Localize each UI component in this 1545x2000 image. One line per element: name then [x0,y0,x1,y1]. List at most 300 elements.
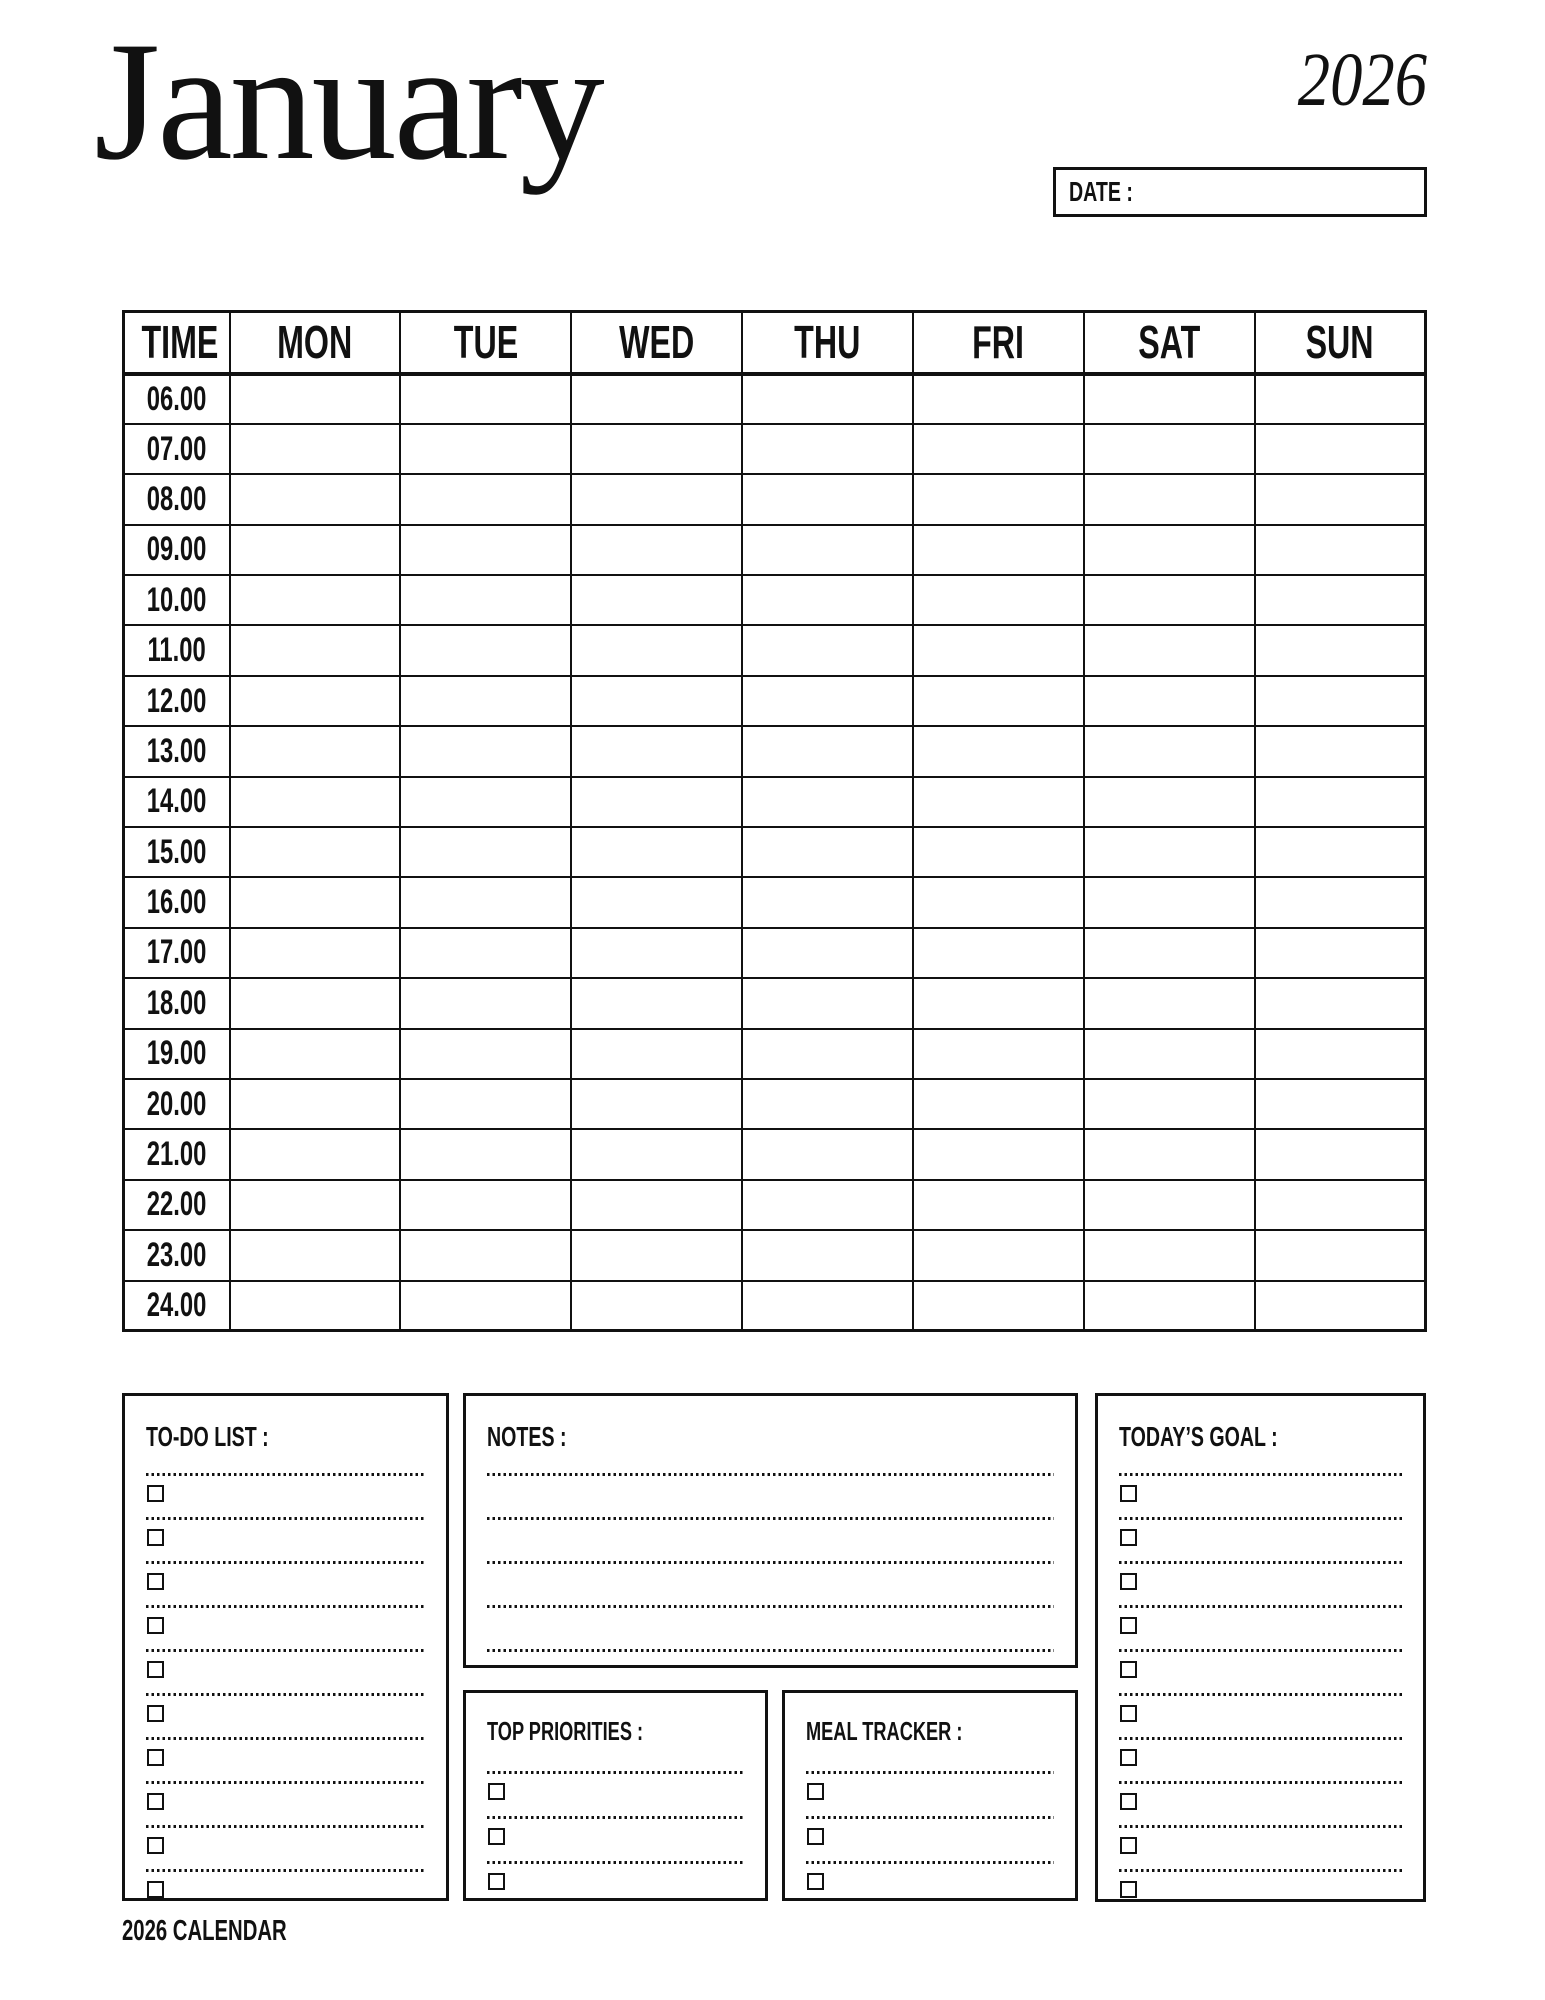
checklist-item [146,1649,425,1678]
checklist-item [1119,1649,1402,1678]
schedule-cell[interactable] [913,575,1084,625]
schedule-cell[interactable] [571,877,742,927]
schedule-cell[interactable] [571,575,742,625]
schedule-cell[interactable] [1255,525,1426,575]
schedule-cell[interactable] [1084,726,1255,776]
schedule-cell[interactable] [1255,575,1426,625]
date-field[interactable] [1053,167,1427,217]
schedule-cell[interactable] [400,777,571,827]
schedule-cell[interactable] [913,1029,1084,1079]
schedule-cell[interactable] [1084,625,1255,675]
schedule-cell[interactable] [742,1079,913,1129]
top-priorities-title-row [487,1715,744,1752]
column-header-wed [571,312,742,374]
schedule-cell[interactable] [742,1029,913,1079]
dotted-line [1119,1649,1402,1652]
schedule-cell[interactable] [230,1281,401,1331]
checkbox[interactable] [1120,1617,1137,1634]
checkbox[interactable] [488,1783,505,1800]
schedule-row [124,877,1426,927]
schedule-cell[interactable] [742,525,913,575]
schedule-cell[interactable] [1084,777,1255,827]
schedule-cell[interactable] [1255,877,1426,927]
time-cell [124,978,230,1028]
checkbox[interactable] [807,1828,824,1845]
schedule-cell[interactable] [400,1029,571,1079]
meal-tracker-items [806,1771,1054,1890]
schedule-row [124,474,1426,524]
schedule-cell[interactable] [230,726,401,776]
checkbox[interactable] [1120,1837,1137,1854]
column-header-label: TUE [453,316,518,369]
schedule-cell[interactable] [913,474,1084,524]
time-label: 22.00 [146,1185,207,1224]
checklist-item [487,1816,744,1845]
checkbox[interactable] [1120,1881,1137,1898]
schedule-cell[interactable] [400,374,571,424]
checkbox[interactable] [1120,1793,1137,1810]
schedule-cell[interactable] [742,978,913,1028]
dotted-line [1119,1825,1402,1828]
schedule-cell[interactable] [1084,374,1255,424]
dotted-line [1119,1869,1402,1872]
schedule-row [124,575,1426,625]
page-title: January [94,7,602,195]
checklist-item [146,1561,425,1590]
schedule-cell[interactable] [400,928,571,978]
notes-title: NOTES : [487,1421,567,1452]
schedule-cell[interactable] [571,1129,742,1179]
schedule-cell[interactable] [230,1180,401,1230]
schedule-cell[interactable] [913,726,1084,776]
schedule-cell[interactable] [571,726,742,776]
time-label: 09.00 [146,530,207,569]
meal-tracker-title-row [806,1715,1054,1752]
checklist-item [146,1781,425,1810]
schedule-cell[interactable] [742,374,913,424]
dotted-line [1119,1517,1402,1520]
schedule-cell[interactable] [913,676,1084,726]
schedule-cell[interactable] [913,1230,1084,1280]
schedule-cell[interactable] [230,827,401,877]
time-label: 15.00 [146,832,207,871]
checkbox[interactable] [147,1837,164,1854]
column-header-thu [742,312,913,374]
column-header-label: THU [794,316,861,369]
schedule-cell[interactable] [230,777,401,827]
schedule-cell[interactable] [913,625,1084,675]
checkbox[interactable] [807,1783,824,1800]
note-line[interactable] [487,1649,1054,1652]
dotted-line [487,1771,744,1774]
todays-goal-title: TODAY’S GOAL : [1119,1421,1278,1452]
dotted-line [146,1737,425,1740]
schedule-cell[interactable] [1084,1029,1255,1079]
checkbox[interactable] [807,1873,824,1890]
schedule-cell[interactable] [1084,928,1255,978]
schedule-cell[interactable] [742,625,913,675]
dotted-line [146,1649,425,1652]
schedule-row [124,827,1426,877]
footer-label [122,1914,357,1948]
dotted-line [146,1693,425,1696]
schedule-cell[interactable] [230,424,401,474]
schedule-cell[interactable] [1255,676,1426,726]
time-label: 06.00 [146,379,207,418]
schedule-cell[interactable] [913,1129,1084,1179]
schedule-cell[interactable] [400,1129,571,1179]
checklist-item [487,1861,744,1890]
schedule-cell[interactable] [742,777,913,827]
schedule-cell[interactable] [1084,424,1255,474]
schedule-cell[interactable] [913,877,1084,927]
checkbox[interactable] [147,1749,164,1766]
schedule-cell[interactable] [400,1180,571,1230]
checklist-item [1119,1781,1402,1810]
time-cell [124,1029,230,1079]
schedule-cell[interactable] [230,978,401,1028]
schedule-cell[interactable] [913,978,1084,1028]
time-cell [124,424,230,474]
time-cell [124,525,230,575]
todays-goal-items [1119,1473,1402,1898]
checkbox[interactable] [488,1828,505,1845]
dotted-line [146,1869,425,1872]
schedule-cell[interactable] [230,474,401,524]
todo-items [146,1473,425,1898]
schedule-cell[interactable] [742,827,913,877]
schedule-cell[interactable] [913,374,1084,424]
checkbox[interactable] [147,1617,164,1634]
year-label: 2026 [1297,38,1427,122]
time-label: 14.00 [146,782,207,821]
checklist-item [1119,1605,1402,1634]
todays-goal-box [1095,1393,1426,1902]
schedule-cell[interactable] [1255,1029,1426,1079]
schedule-cell[interactable] [230,1230,401,1280]
meal-tracker-box [782,1690,1078,1901]
schedule-cell[interactable] [742,1180,913,1230]
time-cell [124,575,230,625]
schedule-cell[interactable] [913,525,1084,575]
schedule-cell[interactable] [913,1180,1084,1230]
column-header-tue [400,312,571,374]
note-line[interactable] [487,1517,1054,1520]
column-header-label: MON [277,316,353,369]
schedule-cell[interactable] [742,726,913,776]
schedule-cell[interactable] [1255,777,1426,827]
dotted-line [146,1561,425,1564]
checklist-item [1119,1693,1402,1722]
schedule-cell[interactable] [1255,827,1426,877]
schedule-cell[interactable] [1255,978,1426,1028]
time-cell [124,726,230,776]
column-header-fri [913,312,1084,374]
column-header-label: SUN [1305,316,1374,369]
column-header-sun [1255,312,1426,374]
schedule-cell[interactable] [913,827,1084,877]
time-label: 16.00 [146,883,207,922]
schedule-cell[interactable] [742,424,913,474]
schedule-cell[interactable] [913,928,1084,978]
schedule-cell[interactable] [400,625,571,675]
schedule-cell[interactable] [742,1129,913,1179]
schedule-cell[interactable] [400,726,571,776]
schedule-cell[interactable] [400,525,571,575]
dotted-line [1119,1781,1402,1784]
schedule-cell[interactable] [571,1029,742,1079]
schedule-cell[interactable] [1255,1129,1426,1179]
schedule-table [122,310,1427,1332]
schedule-cell[interactable] [1084,474,1255,524]
schedule-cell[interactable] [913,1079,1084,1129]
footer-text: 2026 CALENDAR [122,1915,287,1947]
schedule-cell[interactable] [1255,928,1426,978]
schedule-row [124,1281,1426,1331]
schedule-cell[interactable] [1084,877,1255,927]
schedule-cell[interactable] [1084,1079,1255,1129]
checkbox[interactable] [1120,1749,1137,1766]
schedule-row [124,1079,1426,1129]
date-label: DATE : [1069,176,1133,207]
todo-title: TO-DO LIST : [146,1421,269,1452]
time-label: 08.00 [146,479,207,518]
time-label: 18.00 [146,983,207,1022]
schedule-row [124,676,1426,726]
dotted-line [1119,1737,1402,1740]
notes-title-row [487,1420,1054,1459]
schedule-cell[interactable] [230,928,401,978]
dotted-line [1119,1693,1402,1696]
checkbox[interactable] [1120,1485,1137,1502]
time-label: 24.00 [146,1285,207,1324]
checklist-item [146,1869,425,1898]
checkbox[interactable] [147,1793,164,1810]
schedule-cell[interactable] [742,928,913,978]
schedule-cell[interactable] [400,1281,571,1331]
schedule-cell[interactable] [571,676,742,726]
schedule-cell[interactable] [1255,424,1426,474]
checkbox[interactable] [147,1705,164,1722]
schedule-cell[interactable] [742,676,913,726]
time-cell [124,676,230,726]
meal-tracker-title: MEAL TRACKER : [806,1716,963,1746]
schedule-cell[interactable] [230,676,401,726]
checklist-item [1119,1517,1402,1546]
schedule-cell[interactable] [742,474,913,524]
checkbox[interactable] [147,1485,164,1502]
checklist-item [146,1825,425,1854]
notes-lines [487,1473,1054,1652]
schedule-cell[interactable] [1084,575,1255,625]
schedule-row [124,726,1426,776]
schedule-row [124,1029,1426,1079]
column-header-label: WED [619,316,695,369]
schedule-row [124,525,1426,575]
schedule-cell[interactable] [571,1180,742,1230]
schedule-cell[interactable] [742,575,913,625]
time-label: 17.00 [146,933,207,972]
schedule-cell[interactable] [400,827,571,877]
schedule-cell[interactable] [1255,374,1426,424]
note-line[interactable] [487,1605,1054,1608]
schedule-cell[interactable] [1255,1079,1426,1129]
checkbox[interactable] [1120,1661,1137,1678]
schedule-cell[interactable] [571,1281,742,1331]
checkbox[interactable] [147,1573,164,1590]
time-label: 10.00 [146,580,207,619]
schedule-cell[interactable] [571,424,742,474]
schedule-cell[interactable] [1084,827,1255,877]
schedule-row [124,978,1426,1028]
top-priorities-items [487,1771,744,1890]
checklist-item [146,1517,425,1546]
schedule-row [124,1230,1426,1280]
checklist-item [146,1737,425,1766]
schedule-cell[interactable] [1084,978,1255,1028]
schedule-cell[interactable] [230,877,401,927]
time-cell [124,1079,230,1129]
checklist-item [146,1473,425,1502]
schedule-cell[interactable] [230,374,401,424]
dotted-line [487,1861,744,1864]
schedule-cell[interactable] [400,424,571,474]
dotted-line [1119,1561,1402,1564]
schedule-cell[interactable] [1084,525,1255,575]
checkbox[interactable] [1120,1529,1137,1546]
checkbox[interactable] [147,1529,164,1546]
schedule-cell[interactable] [571,827,742,877]
schedule-cell[interactable] [400,877,571,927]
schedule-cell[interactable] [742,1230,913,1280]
column-header-label: SAT [1138,316,1201,369]
column-header-sat [1084,312,1255,374]
schedule-cell[interactable] [1084,1230,1255,1280]
schedule-cell[interactable] [1255,726,1426,776]
time-cell [124,625,230,675]
schedule-body [124,374,1426,1331]
note-line[interactable] [487,1473,1054,1476]
column-header-label: FRI [972,316,1025,369]
todo-title-row [146,1420,425,1459]
schedule-cell[interactable] [571,474,742,524]
schedule-cell[interactable] [1255,625,1426,675]
column-header-time [124,312,230,374]
schedule-cell[interactable] [230,575,401,625]
checklist-item [1119,1825,1402,1854]
schedule-cell[interactable] [571,374,742,424]
schedule-cell[interactable] [571,1230,742,1280]
schedule-cell[interactable] [913,424,1084,474]
checkbox[interactable] [1120,1705,1137,1722]
schedule-cell[interactable] [400,1230,571,1280]
checklist-item [1119,1737,1402,1766]
schedule-row [124,625,1426,675]
schedule-row [124,1180,1426,1230]
schedule-cell[interactable] [400,978,571,1028]
schedule-cell[interactable] [571,777,742,827]
schedule-cell[interactable] [1255,1281,1426,1331]
note-line[interactable] [487,1561,1054,1564]
time-cell [124,1230,230,1280]
schedule-cell[interactable] [571,525,742,575]
checklist-item [1119,1869,1402,1898]
time-cell [124,474,230,524]
schedule-cell[interactable] [571,1079,742,1129]
column-header-mon [230,312,401,374]
schedule-cell[interactable] [230,1029,401,1079]
schedule-cell[interactable] [1255,1180,1426,1230]
checkbox[interactable] [1120,1573,1137,1590]
schedule-cell[interactable] [400,575,571,625]
checklist-item [146,1605,425,1634]
schedule-row [124,424,1426,474]
schedule-cell[interactable] [230,1079,401,1129]
checklist-item [1119,1473,1402,1502]
todays-goal-title-row [1119,1420,1402,1459]
time-cell [124,1180,230,1230]
time-cell [124,1281,230,1331]
schedule-cell[interactable] [1255,474,1426,524]
dotted-line [806,1861,1054,1864]
time-cell [124,1129,230,1179]
schedule-cell[interactable] [1255,1230,1426,1280]
dotted-line [146,1825,425,1828]
dotted-line [806,1771,1054,1774]
time-cell [124,877,230,927]
time-label: 13.00 [146,731,207,770]
checklist-item [146,1693,425,1722]
checklist-item [806,1861,1054,1890]
schedule-cell[interactable] [571,928,742,978]
time-label: 21.00 [146,1135,207,1174]
schedule-cell[interactable] [400,474,571,524]
todo-box [122,1393,449,1901]
schedule-cell[interactable] [1084,1281,1255,1331]
time-label: 11.00 [147,631,206,670]
dotted-line [146,1517,425,1520]
time-cell [124,827,230,877]
checkbox[interactable] [488,1873,505,1890]
schedule-cell[interactable] [230,525,401,575]
time-label: 23.00 [146,1235,207,1274]
schedule-cell[interactable] [400,1079,571,1129]
schedule-cell[interactable] [400,676,571,726]
dotted-line [146,1781,425,1784]
time-label: 12.00 [146,681,207,720]
schedule-cell[interactable] [913,1281,1084,1331]
schedule-cell[interactable] [230,1129,401,1179]
time-label: 19.00 [146,1034,207,1073]
time-cell [124,374,230,424]
schedule-cell[interactable] [1084,1129,1255,1179]
schedule-cell[interactable] [913,777,1084,827]
schedule-row [124,928,1426,978]
schedule-cell[interactable] [571,978,742,1028]
schedule-cell[interactable] [1084,1180,1255,1230]
column-header-label: TIME [141,316,219,369]
schedule-cell[interactable] [742,877,913,927]
checkbox[interactable] [147,1661,164,1678]
checklist-item [487,1771,744,1800]
schedule-row [124,374,1426,424]
schedule-cell[interactable] [230,625,401,675]
checkbox[interactable] [147,1881,164,1898]
schedule-cell[interactable] [742,1281,913,1331]
dotted-line [146,1605,425,1608]
schedule-cell[interactable] [1084,676,1255,726]
schedule-cell[interactable] [571,625,742,675]
